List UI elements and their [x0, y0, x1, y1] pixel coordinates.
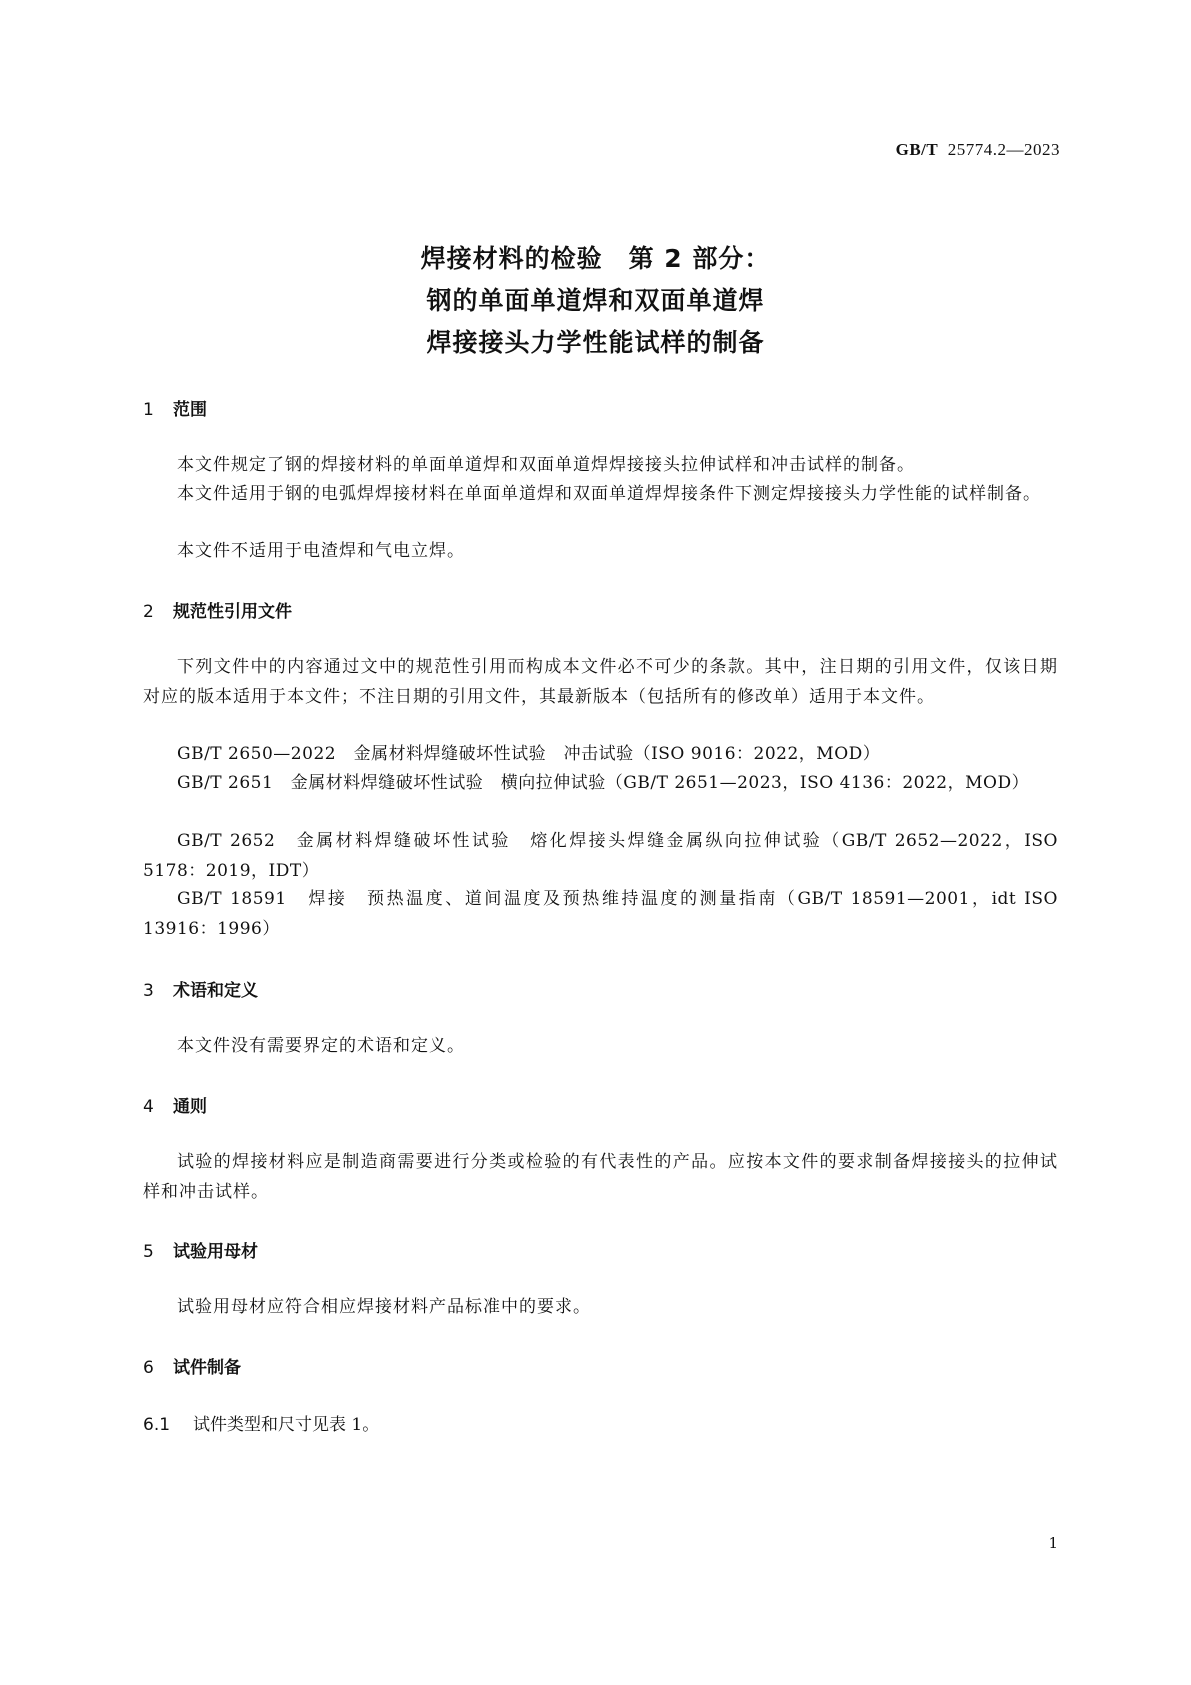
clause-number: 6.1 — [143, 1415, 171, 1435]
section-3-heading — [143, 976, 258, 1001]
section-title: 规范性引用文件 — [173, 602, 292, 622]
section-1-heading — [143, 395, 207, 420]
standard-code — [896, 140, 1060, 160]
reference-item: GB/T 2652 金属材料焊缝破坏性试验 熔化焊接头焊缝金属纵向拉伸试验（GB/T 2652—2022，ISO 5178：2019，IDT） — [143, 831, 1058, 881]
section-title: 试验用母材 — [173, 1242, 258, 1262]
section-number: 2 — [143, 602, 154, 622]
section-number: 3 — [143, 981, 154, 1001]
section-1-paragraph-1: 本文件规定了钢的焊接材料的单面单道焊和双面单道焊焊接接头拉伸试样和冲击试样的制备。 — [177, 455, 915, 475]
page-number: 1 — [1048, 1534, 1058, 1552]
section-title: 范围 — [173, 400, 207, 420]
section-number: 5 — [143, 1242, 154, 1262]
section-title: 试件制备 — [173, 1358, 241, 1378]
reference-item: GB/T 2650—2022 金属材料焊缝破坏性试验 冲击试验（ISO 9016：2022，MOD） — [177, 744, 881, 764]
title-line-3: 焊接接头力学性能试样的制备 — [426, 328, 765, 357]
section-number: 1 — [143, 400, 154, 420]
standard-prefix: GB/T — [895, 140, 939, 159]
section-title: 通则 — [173, 1097, 207, 1117]
section-1-paragraph-3: 本文件不适用于电渣焊和气电立焊。 — [177, 541, 465, 561]
document-title — [0, 238, 1191, 364]
title-line-1: 焊接材料的检验 第 2 部分： — [420, 244, 771, 273]
section-2-paragraph-1: 下列文件中的内容通过文中的规范性引用而构成本文件必不可少的条款。其中，注日期的引用文件，仅该日期对应的版本适用于本文件；不注日期的引用文件，其最新版本（包括所有的修改单）适用于本文件。 — [143, 657, 1058, 707]
section-6-heading — [143, 1353, 241, 1378]
clause-6-1 — [143, 1410, 379, 1435]
section-1-paragraph-2: 本文件适用于钢的电弧焊焊接材料在单面单道焊和双面单道焊焊接条件下测定焊接接头力学性能的试样制备。 — [177, 484, 1041, 504]
reference-item: GB/T 2651 金属材料焊缝破坏性试验 横向拉伸试验（GB/T 2651—2023，ISO 4136：2022，MOD） — [177, 773, 1030, 793]
section-5-heading — [143, 1237, 258, 1262]
section-number: 6 — [143, 1358, 154, 1378]
section-2-heading — [143, 597, 292, 622]
clause-text: 试件类型和尺寸见表 1。 — [193, 1415, 380, 1435]
section-3-paragraph-1: 本文件没有需要界定的术语和定义。 — [177, 1036, 465, 1056]
title-line-2: 钢的单面单道焊和双面单道焊 — [426, 286, 765, 315]
section-number: 4 — [143, 1097, 154, 1117]
reference-item: GB/T 18591 焊接 预热温度、道间温度及预热维持温度的测量指南（GB/T 18591—2001，idt ISO 13916：1996） — [143, 889, 1058, 939]
section-4-paragraph-1: 试验的焊接材料应是制造商需要进行分类或检验的有代表性的产品。应按本文件的要求制备焊接接头的拉伸试样和冲击试样。 — [143, 1152, 1058, 1202]
section-title: 术语和定义 — [173, 981, 258, 1001]
section-4-heading — [143, 1092, 207, 1117]
section-5-paragraph-1: 试验用母材应符合相应焊接材料产品标准中的要求。 — [177, 1297, 591, 1317]
standard-number: 25774.2—2023 — [947, 140, 1060, 159]
